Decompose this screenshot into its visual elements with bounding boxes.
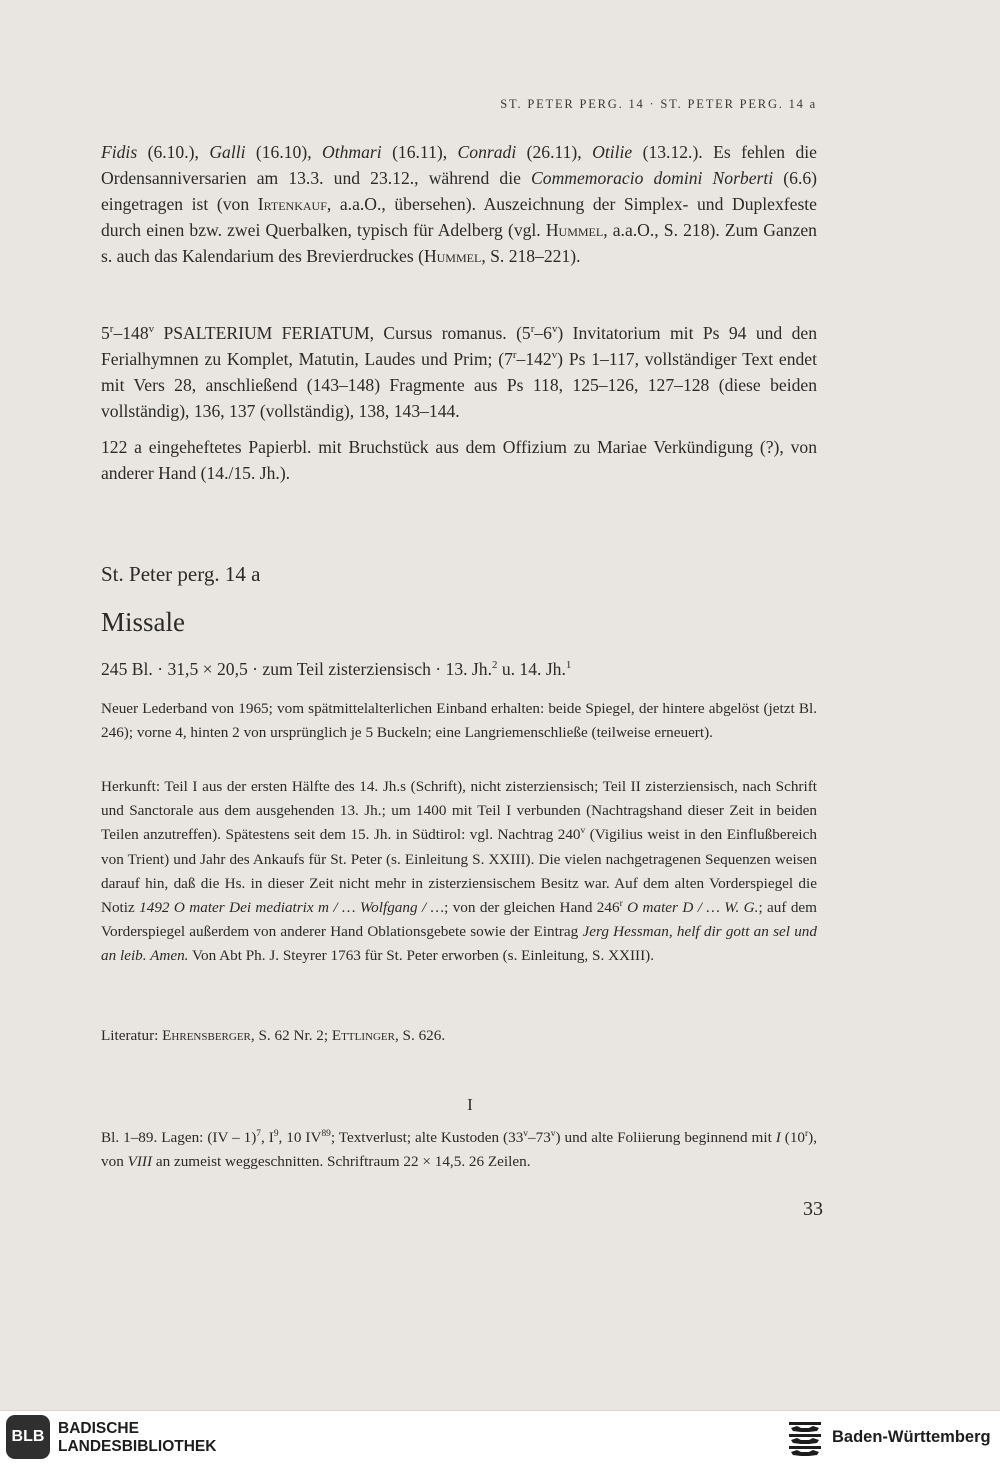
text-run: , S. 218–221). — [481, 246, 581, 266]
superscript: r — [805, 1128, 809, 1139]
literature-paragraph — [101, 1024, 817, 1048]
text-run: ), von — [101, 1129, 818, 1171]
italic-term: I — [775, 1129, 781, 1146]
italic-term: VIII — [127, 1153, 153, 1171]
text-run: (16.10), — [245, 142, 323, 162]
italic-term: Conradi — [457, 142, 517, 162]
calendar-paragraph — [101, 139, 817, 269]
superscript: 2 — [491, 659, 498, 672]
text-run: , S. 62 Nr. 2; — [250, 1027, 332, 1044]
superscript: v — [148, 323, 155, 336]
superscript: 89 — [321, 1128, 331, 1139]
text-run: (6.10.), — [137, 142, 210, 162]
superscript: 7 — [256, 1128, 261, 1139]
part-one-paragraph — [101, 1126, 817, 1174]
author-name: Ehrensberger — [162, 1027, 251, 1044]
superscript: r — [109, 323, 114, 336]
manuscript-title: Missale — [101, 607, 185, 637]
text-run: –142 — [516, 349, 552, 369]
text-run: Herkunft: Teil I aus der ersten Hälfte des 14. Jh.s (Schrift), nicht zisterziensisch; Teil II zisterziensisch, nach Schrift und Sanctorale aus dem ausgehenden 13. Jh.; um 1400 mit Teil I verbunden (Nachtragshand dieser Zeit in beiden Teilen anzutreffen). Spätestens seit dem 15. Jh. in Südtirol: vgl. Nachtrag 240 — [101, 778, 817, 844]
superscript: v — [550, 1128, 556, 1139]
italic-quote: Jerg Hessman, helf dir gott an sel und an leib. Amen. — [101, 923, 817, 965]
superscript: 9 — [273, 1128, 279, 1139]
coat-of-arms-icon[interactable] — [785, 1416, 825, 1458]
text-run: –148 — [113, 323, 149, 343]
text-run: 5 — [101, 323, 110, 343]
italic-term: Othmari — [322, 142, 382, 162]
text-run: (Vigilius weist in den Einflußbereich von Trient) und Jahr des Ankaufs für St. Peter (s. Einleitung S. XXIII). Die vielen nachgetragenen Sequenzen weisen darauf hin, daß die Hs. in dieser Zeit nicht mehr in zisterziensischem Besitz war. Auf dem alten Vorderspiegel die Notiz — [101, 826, 817, 917]
italic-term: Galli — [209, 142, 246, 162]
text-run: 245 Bl. · 31,5 × 20,5 · zum Teil zisterziensisch · 13. Jh. — [101, 659, 492, 679]
section-title: St. Peter perg. 14 a — [101, 562, 261, 586]
manuscript-summary — [101, 656, 817, 682]
page-number: 33 — [803, 1198, 823, 1220]
provenance-paragraph — [101, 775, 817, 969]
library-name-line1: BADISCHE — [58, 1420, 139, 1437]
text-run: ) Invitatorium mit Ps 94 und den Ferialhymnen zu Komplet, Matutin, Laudes und Prim; (7 — [101, 323, 817, 369]
part-heading: I — [467, 1095, 473, 1114]
text-run: Von Abt Ph. J. Steyrer 1763 für St. Peter erworben (s. Einleitung, S. XXIII). — [188, 947, 655, 965]
text-run: an zumeist weggeschnitten. Schriftraum 22 × 14,5. 26 Zeilen. — [152, 1153, 531, 1171]
italic-term: Otilie — [592, 142, 633, 162]
text-run: (26.11), — [516, 142, 593, 162]
superscript: v — [551, 349, 558, 362]
state-name[interactable]: Baden-Württemberg — [832, 1428, 991, 1446]
text-run: (16.11), — [381, 142, 458, 162]
superscript: v — [551, 323, 558, 336]
text-run: ; auf dem Vorderspiegel außerdem von anderer Hand Oblationsgebete sowie der Eintrag — [101, 899, 817, 941]
text-run: , I — [261, 1129, 274, 1146]
superscript: v — [523, 1128, 528, 1139]
insert-note-paragraph: 122 a eingeheftetes Papierbl. mit Bruchstück aus dem Offizium zu Mariae Verkündigung (?), von anderer Hand (14./15. Jh.). — [101, 437, 817, 483]
text-run: (13.12.). Es fehlen die Ordensanniversarien am 13.3. und 23.12., während die — [101, 142, 817, 188]
superscript: r — [512, 349, 517, 362]
binding-paragraph: Neuer Lederband von 1965; vom spätmittelalterlichen Einband erhalten: beide Spiegel, der hintere abgelöst (jetzt Bl. 246); vorne 4, hinten 2 von ursprünglich je 5 Buckeln; eine Langriemenschließe (teilweise erneuert). — [101, 700, 817, 742]
text-run: –73 — [528, 1129, 551, 1146]
text-run: Literatur: — [101, 1027, 163, 1044]
text-run: ; Textverlust; alte Kustoden (33 — [330, 1129, 524, 1146]
text-run: Bl. 1–89. Lagen: (IV – 1) — [101, 1129, 257, 1146]
text-run: (6.6) eingetragen ist (von — [101, 168, 818, 214]
italic-term: Fidis — [101, 142, 138, 162]
author-name: Hummel — [423, 246, 482, 266]
author-name: Ettlinger — [331, 1027, 395, 1044]
superscript: r — [619, 898, 623, 909]
text-run: ) Ps 1–117, vollständiger Text endet mit Vers 28, anschließend (143–148) Fragmente aus Ps 118, 125–126, 127–128 (diese beiden vollständig), 136, 137 (vollständig), 138, 143–144. — [101, 349, 817, 421]
superscript: v — [580, 826, 586, 837]
library-name-line2: LANDESBIBLIOTHEK — [58, 1438, 217, 1455]
text-run: (10 — [780, 1129, 806, 1146]
text-run: ; von der gleichen Hand 246 — [444, 899, 620, 917]
running-head: ST. PETER PERG. 14 · ST. PETER PERG. 14 a — [500, 97, 817, 111]
text-run: ) und alte Foliierung beginnend mit — [555, 1129, 776, 1146]
author-name: Hummel — [545, 220, 604, 240]
superscript: 1 — [565, 659, 572, 672]
italic-quote: 1492 O mater Dei mediatrix m / … Wolfgang / … — [139, 899, 445, 917]
text-run: , S. 626. — [394, 1027, 446, 1044]
superscript: r — [530, 323, 535, 336]
library-name[interactable] — [58, 1420, 216, 1456]
text-run: , a.a.O., übersehen). Auszeichnung der Simplex- und Duplexfeste durch einen bzw. zwei Querbalken, typisch für Adelberg (vgl. — [101, 194, 817, 240]
text-run: u. 14. Jh. — [497, 659, 566, 679]
text-run: PSALTERIUM FERIATUM, Cursus romanus. (5 — [154, 323, 531, 343]
text-run: , a.a.O., S. 218). Zum Ganzen s. auch das Kalendarium des Brevierdruckes ( — [101, 220, 817, 266]
text-run: , 10 IV — [278, 1129, 322, 1146]
psalterium-paragraph — [101, 320, 817, 424]
italic-term: Commemoracio domini Norberti — [531, 168, 774, 188]
author-name: Irtenkauf — [257, 194, 327, 214]
italic-quote: O mater D / … W. G. — [627, 899, 759, 917]
text-run: –6 — [534, 323, 552, 343]
blb-logo-icon[interactable]: BLB — [6, 1415, 50, 1459]
